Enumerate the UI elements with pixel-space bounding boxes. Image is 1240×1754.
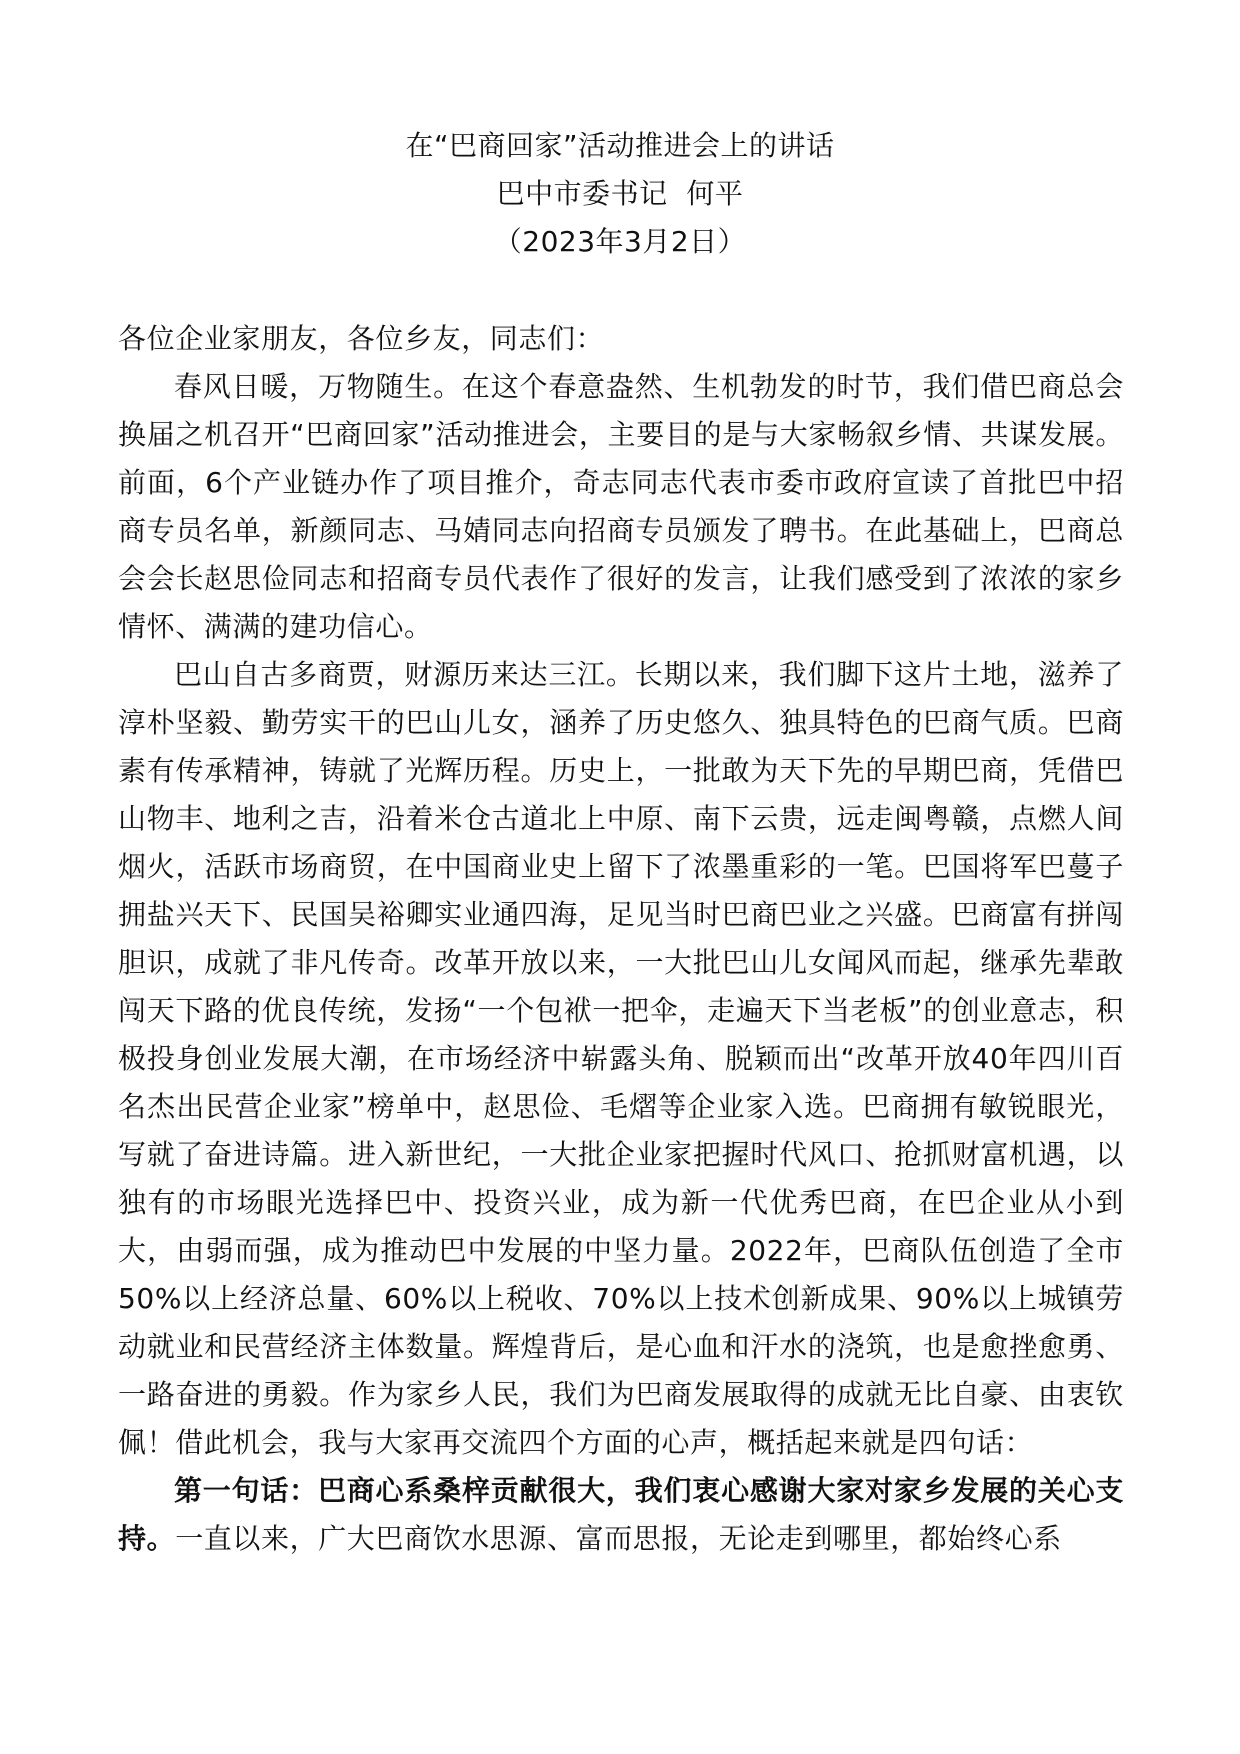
section-paragraph — [118, 1467, 1124, 1563]
section-text: 一直以来，广大巴商饮水思源、富而思报，无论走到哪里，都始终心系 — [175, 1522, 1062, 1555]
speech-title: 在“巴商回家”活动推进会上的讲话 — [405, 129, 835, 162]
speech-date: （2023年3月2日） — [493, 225, 747, 258]
document-header — [0, 122, 1240, 266]
speaker-line: 巴中市委书记 何平 — [496, 177, 744, 210]
document-body — [118, 315, 1124, 1563]
paragraph: 巴山自古多商贾，财源历来达三江。长期以来，我们脚下这片土地，滋养了淳朴坚毅、勤劳实干的巴山儿女，涵养了历史悠久、独具特色的巴商气质。巴商素有传承精神，铸就了光辉历程。历史上，一批敢为天下先的早期巴商，凭借巴山物丰、地利之吉，沿着米仓古道北上中原、南下云贵，远走闽粤赣，点燃人间烟火，活跃市场商贸，在中国商业史上留下了浓墨重彩的一笔。巴国将军巴蔓子拥盐兴天下、民国吴裕卿实业通四海，足见当时巴商巴业之兴盛。巴商富有拼闯胆识，成就了非凡传奇。改革开放以来，一大批巴山儿女闻风而起，继承先辈敢闯天下路的优良传统，发扬“一个包袱一把伞，走遍天下当老板”的创业意志，积极投身创业发展大潮，在市场经济中崭露头角、脱颖而出“改革开放40年四川百名杰出民营企业家”榜单中，赵思俭、毛熠等企业家入选。巴商拥有敏锐眼光，写就了奋进诗篇。进入新世纪，一大批企业家把握时代风口、抢抓财富机遇，以独有的市场眼光选择巴中、投资兴业，成为新一代优秀巴商，在巴企业从小到大，由弱而强，成为推动巴中发展的中坚力量。2022年，巴商队伍创造了全市50%以上经济总量、60%以上税收、70%以上技术创新成果、90%以上城镇劳动就业和民营经济主体数量。辉煌背后，是心血和汗水的浇筑，也是愈挫愈勇、一路奋进的勇毅。作为家乡人民，我们为巴商发展取得的成就无比自豪、由衷钦佩！借此机会，我与大家再交流四个方面的心声，概括起来就是四句话： — [118, 658, 1124, 1459]
salutation: 各位企业家朋友，各位乡友，同志们： — [118, 322, 605, 355]
section-heading: 第一句话：巴商心系桑梓贡献很大，我们衷心感谢大家对家乡发展的关心支持。 — [118, 1474, 1124, 1555]
paragraph: 春风日暖，万物随生。在这个春意盎然、生机勃发的时节，我们借巴商总会换届之机召开“巴商回家”活动推进会，主要目的是与大家畅叙乡情、共谋发展。前面，6个产业链办作了项目推介，奇志同志代表市委市政府宣读了首批巴中招商专员名单，新颜同志、马婧同志向招商专员颁发了聘书。在此基础上，巴商总会会长赵思俭同志和招商专员代表作了很好的发言，让我们感受到了浓浓的家乡情怀、满满的建功信心。 — [118, 370, 1124, 643]
